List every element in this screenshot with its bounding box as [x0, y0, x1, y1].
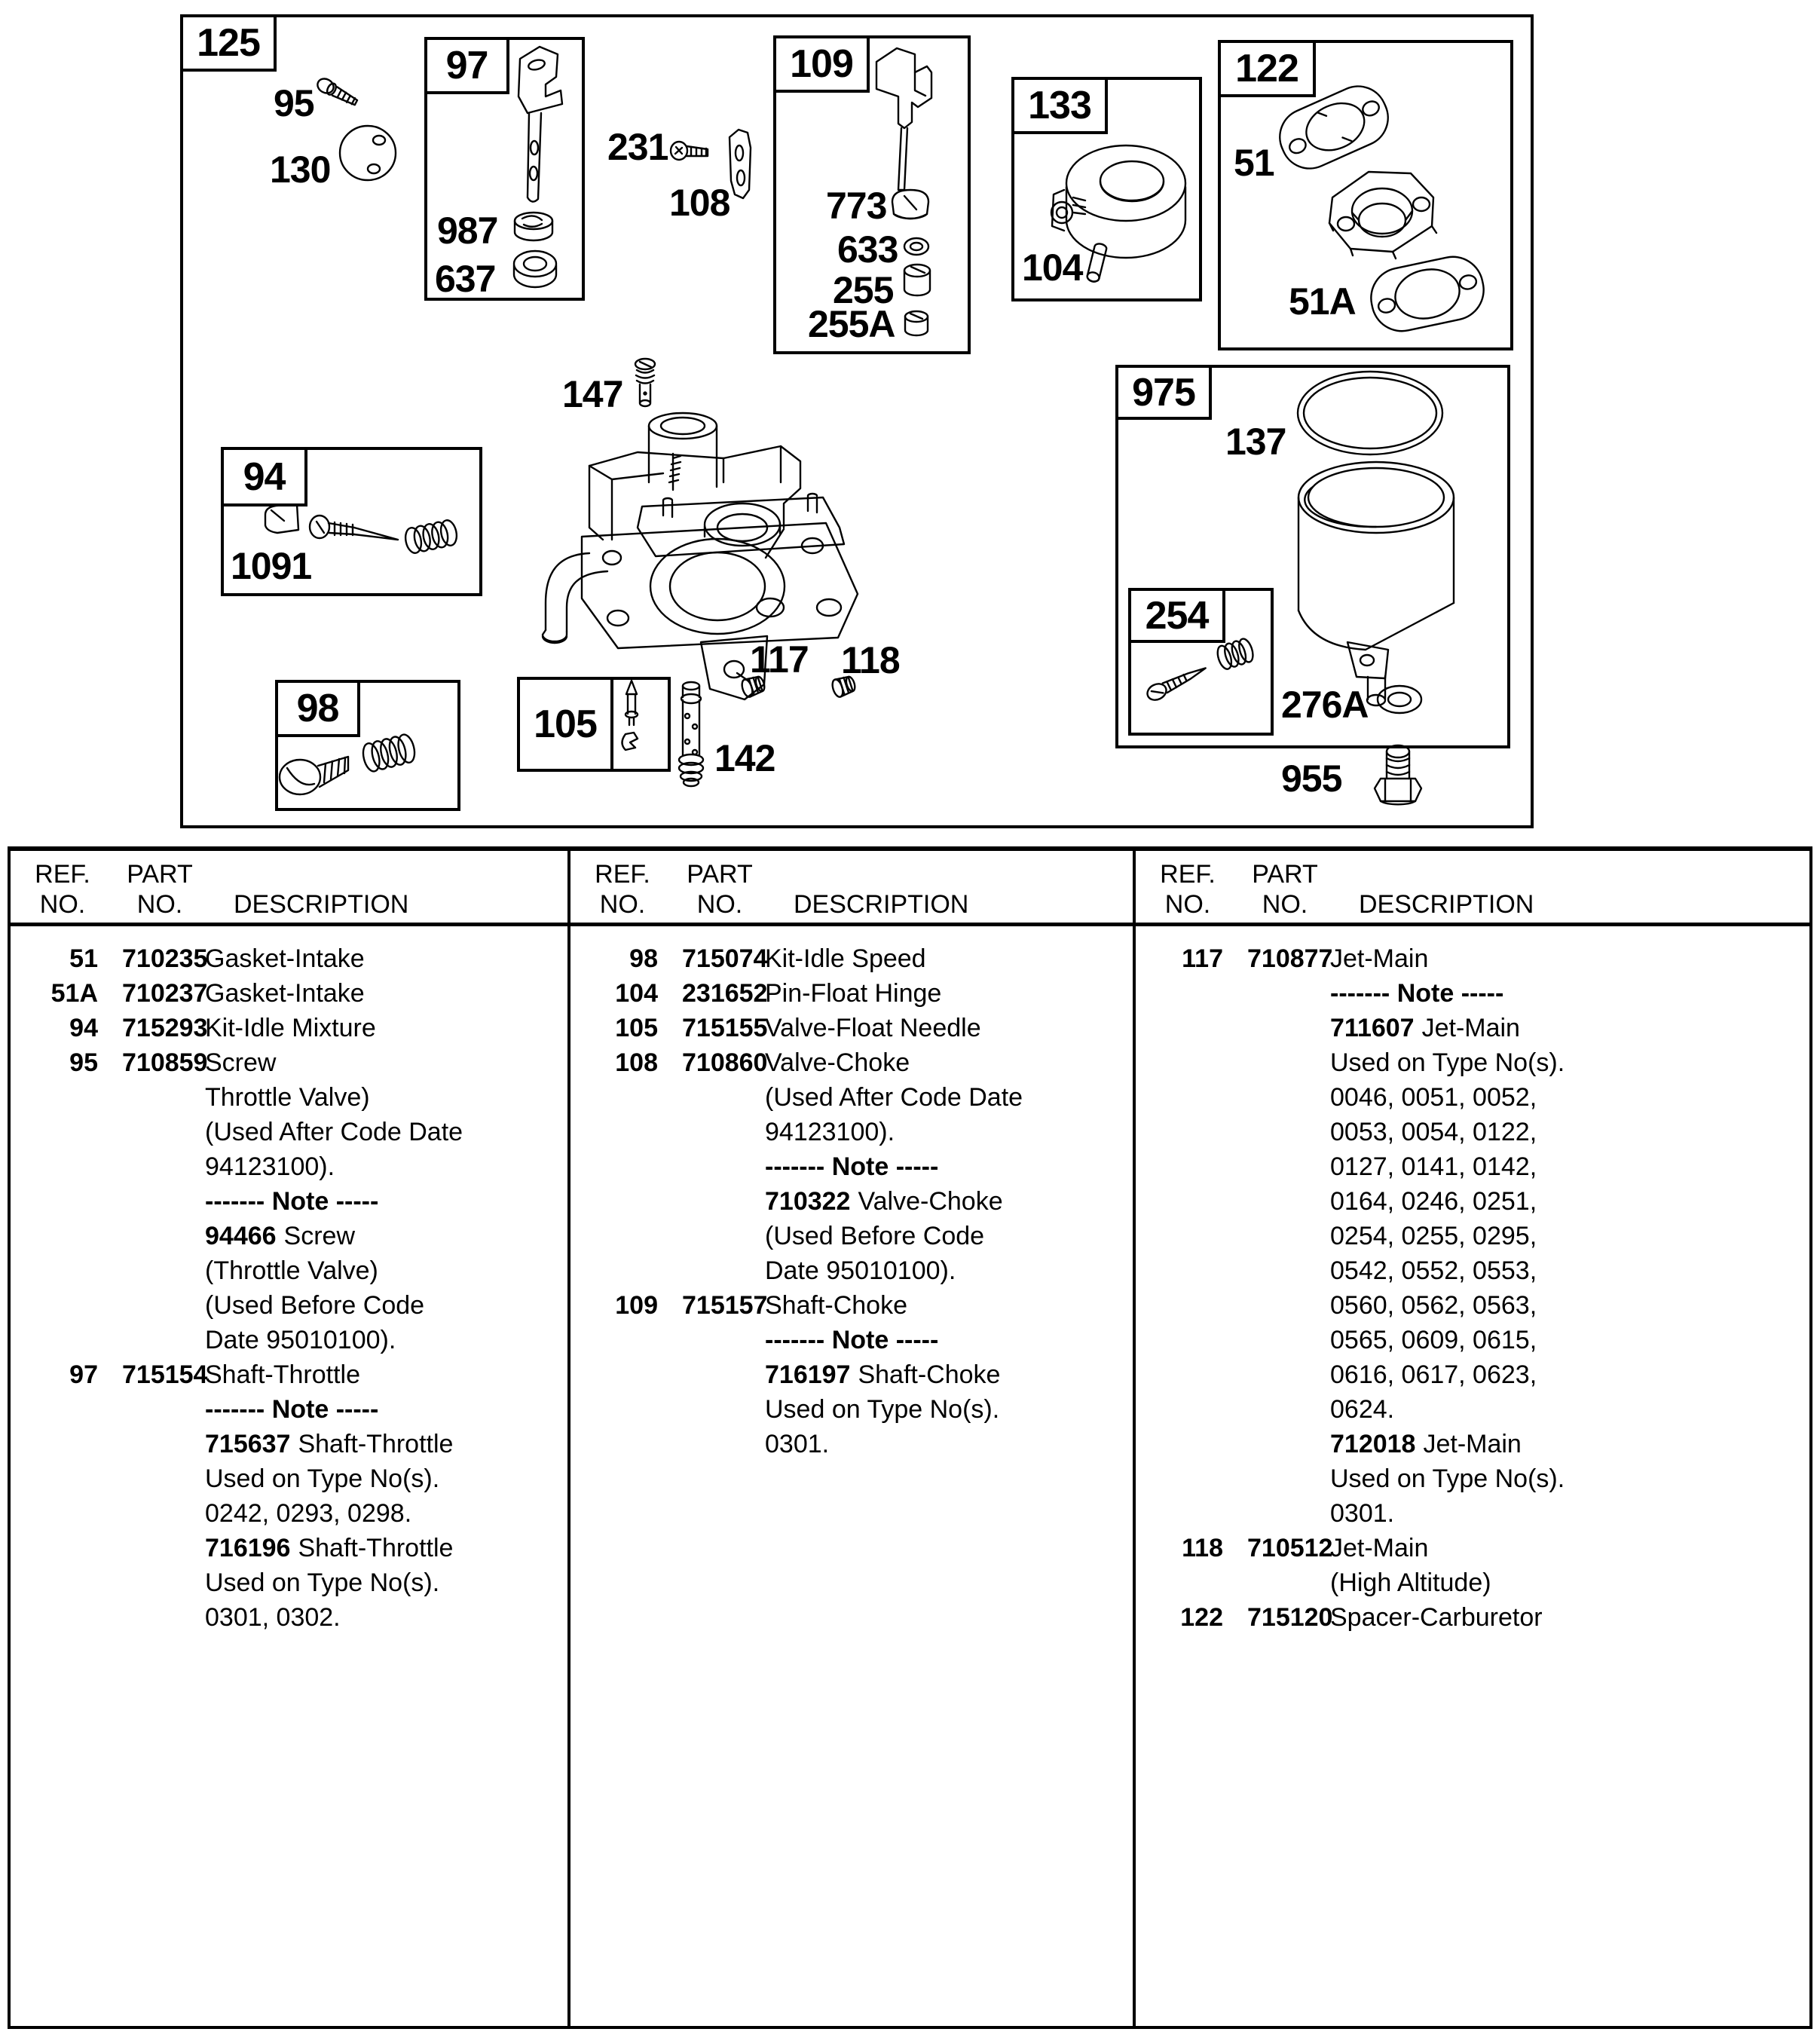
group-box-number: 109 [790, 42, 853, 86]
ref-no: 105 [615, 1014, 658, 1042]
description-line [765, 1152, 938, 1181]
description-line [1330, 1256, 1537, 1285]
description-text: 94123100). [205, 1152, 335, 1181]
header-description: DESCRIPTION [1359, 890, 1534, 919]
description-bold: 716196 [205, 1534, 291, 1562]
header-ref-line2: NO. [1164, 890, 1211, 919]
description-text: (Used After Code Date [205, 1118, 463, 1146]
description-line [205, 1222, 355, 1250]
ref-no: 109 [615, 1291, 658, 1320]
description-line [205, 1360, 360, 1389]
description-line [1330, 1118, 1537, 1146]
description-text: Used on Type No(s). [765, 1395, 1000, 1424]
description-text: 0542, 0552, 0553, [1330, 1256, 1537, 1285]
description-line [205, 1083, 370, 1112]
description-text: 94123100). [765, 1118, 895, 1146]
callout-987: 987 [437, 210, 498, 252]
group-box-105 [517, 677, 671, 772]
group-box-label-125 [180, 14, 277, 72]
group-box-number: 125 [197, 21, 260, 65]
description-line [205, 1464, 439, 1493]
description-line [205, 979, 365, 1008]
table-bottom-border [8, 2026, 1812, 2029]
description-text: (Throttle Valve) [205, 1256, 378, 1285]
part-no: 710860 [682, 1048, 768, 1077]
description-text: 0624. [1330, 1395, 1395, 1424]
part-no: 715154 [122, 1360, 208, 1389]
callout-51: 51 [1234, 142, 1274, 184]
group-box-number: 975 [1132, 370, 1195, 415]
group-box-number: 105 [534, 702, 597, 746]
description-line [1330, 1430, 1522, 1458]
callout-231: 231 [607, 126, 668, 168]
header-description: DESCRIPTION [234, 890, 409, 919]
description-line [1330, 1534, 1428, 1562]
description-line [765, 944, 926, 973]
description-text: Valve-Choke [858, 1187, 1003, 1216]
description-text: Used on Type No(s). [205, 1568, 440, 1597]
description-line [205, 1499, 411, 1528]
description-bold: ------- Note ----- [205, 1395, 379, 1424]
group-box-label-94 [221, 447, 307, 506]
ref-no: 97 [69, 1360, 98, 1389]
description-text: Date 95010100). [205, 1326, 396, 1354]
group-box-label-109 [773, 35, 870, 93]
description-text: 0254, 0255, 0295, [1330, 1222, 1537, 1250]
header-part-line2: NO. [1262, 890, 1308, 919]
group-box-number: 133 [1028, 84, 1091, 127]
description-line [765, 979, 941, 1008]
description-text: 0242, 0293, 0298. [205, 1499, 412, 1528]
description-line [1330, 1222, 1537, 1250]
description-line [1330, 1326, 1537, 1354]
description-text: 0053, 0054, 0122, [1330, 1118, 1537, 1146]
header-part-line1: PART [1252, 860, 1318, 889]
description-line [1330, 1499, 1394, 1528]
description-text: 0301. [1330, 1499, 1395, 1528]
header-part-line1: PART [687, 860, 753, 889]
header-part-line2: NO. [136, 890, 183, 919]
group-box-label-105 [517, 677, 613, 772]
callout-51A: 51A [1289, 280, 1356, 323]
description-text: (Used After Code Date [765, 1083, 1023, 1112]
part-no: 710877 [1247, 944, 1333, 973]
group-box-number: 122 [1235, 47, 1298, 90]
description-text: Jet-Main [1330, 1534, 1429, 1562]
description-line [765, 1395, 999, 1424]
ref-no: 98 [629, 944, 658, 973]
description-bold: ------- Note ----- [1330, 979, 1504, 1008]
description-text: Shaft-Choke [858, 1360, 1001, 1389]
part-no: 710512 [1247, 1534, 1333, 1562]
ref-no: 104 [615, 979, 658, 1008]
callout-637: 637 [435, 258, 496, 300]
part-no: 231652 [682, 979, 768, 1008]
group-box-254 [1128, 588, 1274, 736]
description-text: 0301. [765, 1430, 830, 1458]
description-bold: 715637 [205, 1430, 291, 1458]
part-no: 715120 [1247, 1603, 1333, 1632]
description-line [1330, 1360, 1537, 1389]
description-bold: 94466 [205, 1222, 277, 1250]
description-text: Spacer-Carburetor [1330, 1603, 1543, 1632]
description-text: (Used Before Code [205, 1291, 425, 1320]
description-line [765, 1187, 1003, 1216]
description-line [1330, 1152, 1537, 1181]
description-bold: ------- Note ----- [765, 1152, 939, 1181]
part-no: 715293 [122, 1014, 208, 1042]
group-box-label-254 [1128, 588, 1225, 643]
table-right-border [1809, 846, 1812, 2029]
callout-95: 95 [274, 82, 314, 124]
description-line [765, 1118, 895, 1146]
callout-773: 773 [826, 185, 887, 227]
callout-955: 955 [1281, 757, 1342, 800]
ref-no: 51A [50, 979, 98, 1008]
callout-104: 104 [1022, 246, 1083, 289]
callout-142: 142 [714, 737, 775, 779]
callout-108: 108 [669, 182, 730, 224]
group-box-label-122 [1218, 40, 1316, 97]
callout-633: 633 [837, 228, 898, 271]
description-text: Kit-Idle Mixture [205, 1014, 376, 1042]
description-text: Valve-Float Needle [765, 1014, 981, 1042]
ref-no: 94 [69, 1014, 98, 1042]
description-line [765, 1291, 907, 1320]
description-line [1330, 979, 1503, 1008]
description-line [205, 1603, 341, 1632]
table-left-border [8, 846, 11, 2029]
description-text: Gasket-Intake [205, 979, 365, 1008]
header-part-line1: PART [127, 860, 193, 889]
description-line [1330, 1568, 1491, 1597]
part-no: 715155 [682, 1014, 768, 1042]
part-no: 715157 [682, 1291, 768, 1320]
callout-118: 118 [841, 639, 900, 681]
description-text: (High Altitude) [1330, 1568, 1491, 1597]
group-box-122 [1218, 40, 1513, 350]
ref-no: 51 [69, 944, 98, 973]
description-text: Jet-Main [1330, 944, 1429, 973]
description-text: 0046, 0051, 0052, [1330, 1083, 1537, 1112]
group-box-number: 94 [243, 454, 286, 499]
description-text: Gasket-Intake [205, 944, 365, 973]
description-line [765, 1048, 910, 1077]
header-ref-line1: REF. [1160, 860, 1216, 889]
ref-no: 122 [1180, 1603, 1223, 1632]
description-text: Throttle Valve) [205, 1083, 370, 1112]
description-text: Jet-Main [1423, 1430, 1522, 1458]
description-bold: 712018 [1330, 1430, 1416, 1458]
group-box-label-98 [275, 680, 360, 737]
description-line [205, 1014, 376, 1042]
header-ref-line1: REF. [35, 860, 90, 889]
description-line [765, 1083, 1023, 1112]
description-line [205, 1395, 378, 1424]
description-line [765, 1256, 956, 1285]
table-top-rule [8, 846, 1812, 851]
ref-no: 117 [1182, 944, 1223, 973]
description-text: 0616, 0617, 0623, [1330, 1360, 1537, 1389]
description-text: Jet-Main [1421, 1014, 1520, 1042]
description-line [205, 1291, 424, 1320]
description-text: Pin-Float Hinge [765, 979, 942, 1008]
header-ref-line2: NO. [599, 890, 646, 919]
description-text: Used on Type No(s). [205, 1464, 440, 1493]
description-line [205, 1568, 439, 1597]
description-line [205, 1048, 276, 1077]
description-line [1330, 1291, 1537, 1320]
description-line [1330, 1187, 1537, 1216]
group-box-number: 98 [296, 687, 339, 730]
column-separator-1 [567, 846, 570, 2029]
description-bold: 711607 [1330, 1014, 1415, 1042]
description-text: Shaft-Throttle [298, 1430, 454, 1458]
description-text: 0127, 0141, 0142, [1330, 1152, 1537, 1181]
group-box-98 [275, 680, 460, 811]
header-ref-line2: NO. [39, 890, 86, 919]
description-line [205, 1187, 378, 1216]
description-line [205, 1326, 396, 1354]
ref-no: 95 [69, 1048, 98, 1077]
callout-117: 117 [750, 638, 809, 681]
part-no: 710859 [122, 1048, 208, 1077]
part-no: 715074 [682, 944, 768, 973]
callout-1091: 1091 [231, 545, 312, 587]
description-text: 0164, 0246, 0251, [1330, 1187, 1537, 1216]
group-box-number: 254 [1145, 593, 1209, 638]
description-line [205, 1256, 378, 1285]
description-line [205, 1534, 453, 1562]
description-text: 0560, 0562, 0563, [1330, 1291, 1537, 1320]
callout-255A: 255A [808, 303, 895, 345]
description-line [1330, 1014, 1520, 1042]
description-line [205, 944, 365, 973]
description-text: Shaft-Throttle [298, 1534, 454, 1562]
description-text: Valve-Choke [765, 1048, 910, 1077]
ref-no: 108 [615, 1048, 658, 1077]
callout-130: 130 [270, 148, 331, 191]
description-line [1330, 1083, 1537, 1112]
ref-no: 118 [1182, 1534, 1223, 1562]
column-separator-2 [1133, 846, 1136, 2029]
description-text: Kit-Idle Speed [765, 944, 926, 973]
header-description: DESCRIPTION [794, 890, 969, 919]
description-line [1330, 1048, 1565, 1077]
description-bold: ------- Note ----- [205, 1187, 379, 1216]
description-bold: ------- Note ----- [765, 1326, 939, 1354]
description-line [205, 1430, 453, 1458]
group-box-label-97 [424, 37, 509, 94]
description-text: Date 95010100). [765, 1256, 956, 1285]
description-line [1330, 1395, 1394, 1424]
description-line [765, 1222, 984, 1250]
description-text: Screw [205, 1048, 277, 1077]
description-line [205, 1152, 335, 1181]
group-box-label-975 [1115, 365, 1212, 420]
header-ref-line1: REF. [595, 860, 650, 889]
description-text: 0301, 0302. [205, 1603, 341, 1632]
description-text: Shaft-Throttle [205, 1360, 360, 1389]
header-part-line2: NO. [696, 890, 743, 919]
callout-137: 137 [1225, 421, 1286, 463]
description-text: 0565, 0609, 0615, [1330, 1326, 1537, 1354]
description-line [1330, 1603, 1543, 1632]
description-text: Shaft-Choke [765, 1291, 907, 1320]
group-box-number: 97 [445, 44, 488, 87]
callout-255: 255 [833, 269, 894, 311]
description-text: (Used Before Code [765, 1222, 985, 1250]
description-bold: 716197 [765, 1360, 851, 1389]
part-no: 710237 [122, 979, 208, 1008]
description-line [765, 1360, 1000, 1389]
part-no: 710235 [122, 944, 208, 973]
description-line [765, 1326, 938, 1354]
callout-147: 147 [562, 373, 623, 415]
description-line [205, 1118, 463, 1146]
description-text: Used on Type No(s). [1330, 1048, 1565, 1077]
description-text: Used on Type No(s). [1330, 1464, 1565, 1493]
description-line [1330, 1464, 1565, 1493]
table-header-rule [8, 923, 1812, 926]
description-bold: 710322 [765, 1187, 851, 1216]
group-box-label-133 [1011, 77, 1108, 134]
description-text: Screw [283, 1222, 356, 1250]
description-line [765, 1014, 981, 1042]
callout-276A: 276A [1281, 684, 1369, 726]
description-line [765, 1430, 829, 1458]
description-line [1330, 944, 1428, 973]
